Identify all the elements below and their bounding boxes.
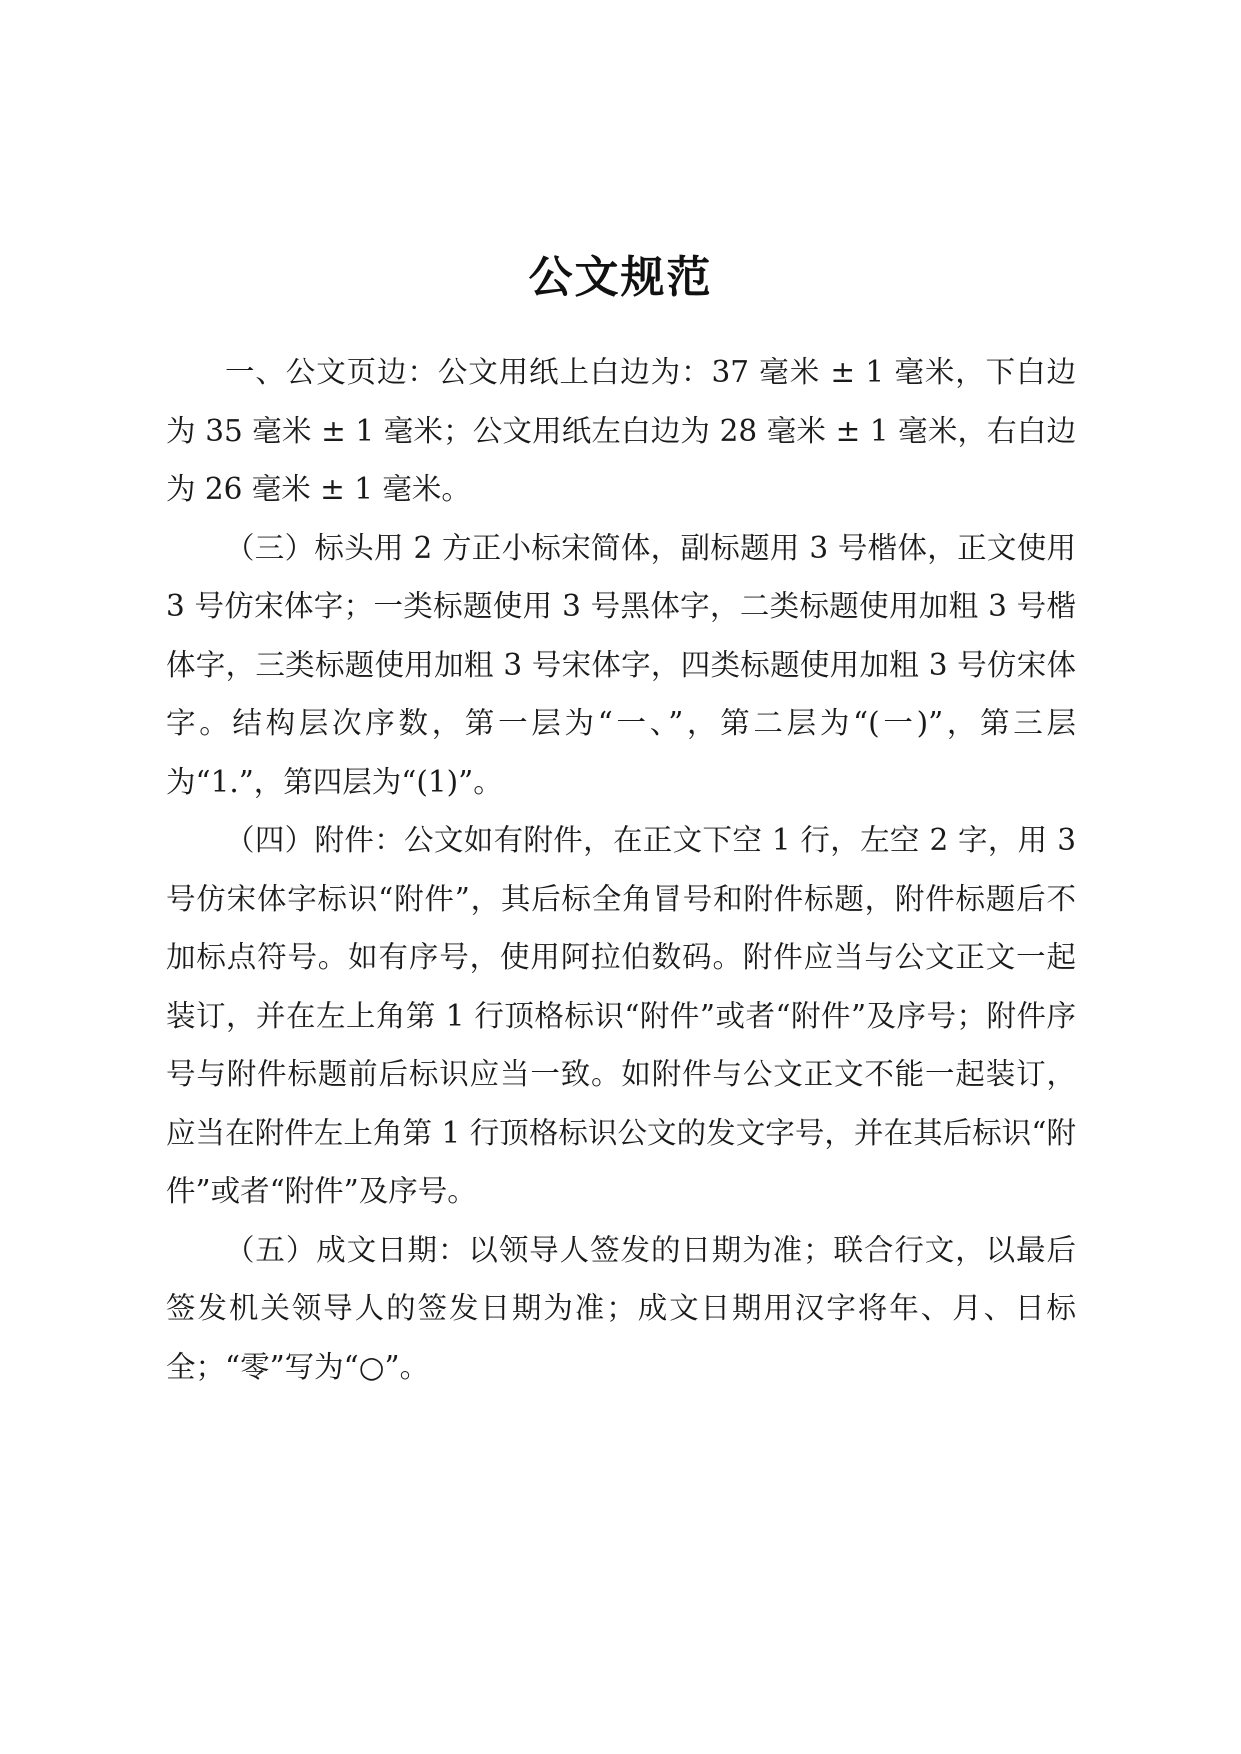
document-body	[166, 343, 1076, 1396]
paragraph-attachments: （四）附件：公文如有附件，在正文下空 1 行，左空 2 字，用 3 号仿宋体字标识“附件”，其后标全角冒号和附件标题，附件标题后不加标点符号。如有序号，使用阿拉伯数码。附件应当与公文正文一起装订，并在左上角第 1 行顶格标识“附件”或者“附件”及序号；附件序号与附件标题前后标识应当一致。如附件与公文正文不能一起装订，应当在附件左上角第 1 行顶格标识公文的发文字号，并在其后标识“附件”或者“附件”及序号。	[166, 823, 1076, 1208]
paragraph-date: （五）成文日期：以领导人签发的日期为准；联合行文，以最后签发机关领导人的签发日期为准；成文日期用汉字将年、月、日标全；“零”写为“○”。	[166, 1232, 1076, 1384]
paragraph-page-margins: 一、公文页边：公文用纸上白边为：37 毫米 ± 1 毫米，下白边为 35 毫米 ± 1 毫米；公文用纸左白边为 28 毫米 ± 1 毫米，右白边为 26 毫米 ± 1 毫米。	[166, 355, 1076, 506]
document-title: 公文规范	[528, 252, 713, 303]
paragraph-fonts: （三）标头用 2 方正小标宋简体，副标题用 3 号楷体，正文使用 3 号仿宋体字；一类标题使用 3 号黑体字，二类标题使用加粗 3 号楷体字，三类标题使用加粗 3 号宋体字，四类标题使用加粗 3 号仿宋体字。结构层次序数，第一层为“一、”，第二层为“(一)”，第三层为“1.”，第四层为“(1)”。	[166, 530, 1076, 799]
